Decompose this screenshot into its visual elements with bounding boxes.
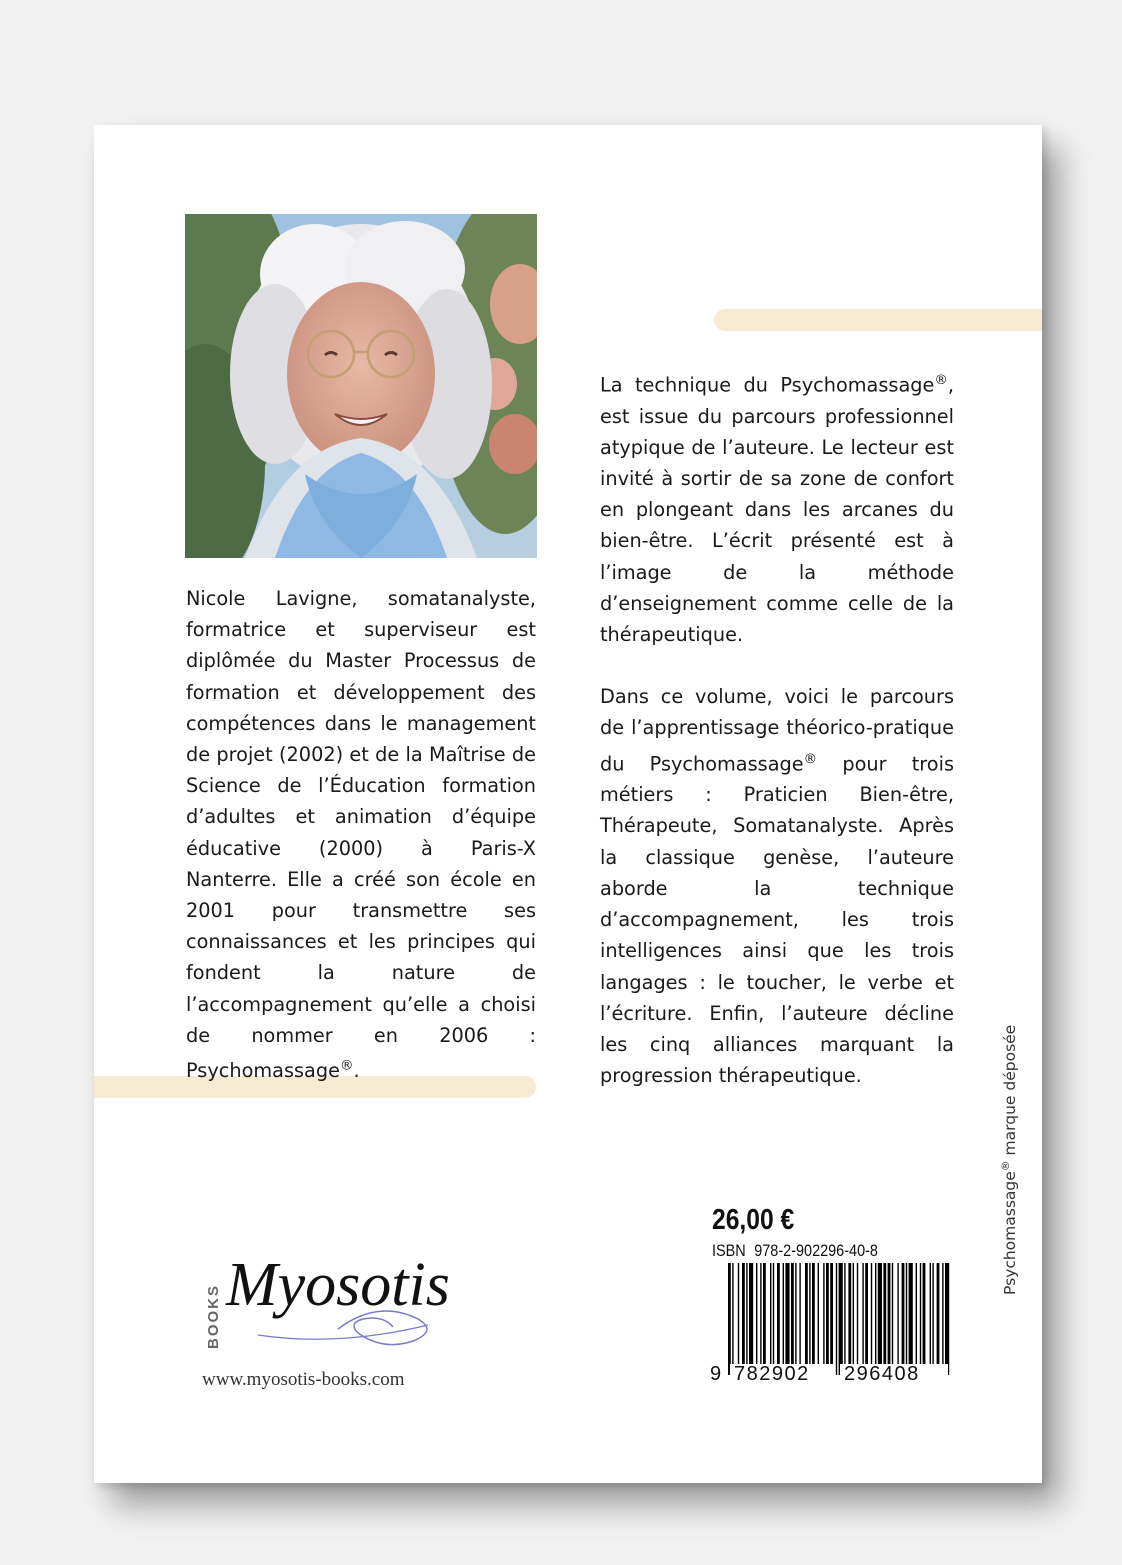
barcode-bar (888, 1263, 891, 1375)
barcode-bar (848, 1263, 851, 1375)
book-price: 26,00 € (712, 1204, 795, 1236)
isbn-value: 978-2-902296-40-8 (754, 1241, 878, 1260)
barcode-bar (805, 1263, 808, 1375)
barcode-digits-right: 296408 (844, 1363, 920, 1383)
barcode-bar (871, 1263, 872, 1375)
blurb-paragraph-1: La technique du Psychomassage®, est issue du parcours professionnel atypique de l’auteure. Le lecteur est invité à sortir de sa zone de confort en plongeant dans les arcanes du bien-être. L’écrit présenté est à l’image de la méthode d’enseignement comme celle de la thérapeutique. (600, 372, 954, 647)
barcode-bar (930, 1263, 931, 1375)
barcode-bar (857, 1263, 858, 1375)
barcode-bar (812, 1263, 815, 1375)
publisher-logo (198, 1227, 468, 1357)
barcode-bar (746, 1263, 747, 1375)
barcode-bar (892, 1263, 893, 1375)
author-photo (185, 214, 537, 558)
barcode-bar (785, 1263, 789, 1375)
publisher-website: www.myosotis-books.com (202, 1369, 405, 1390)
barcode-bar (839, 1263, 843, 1375)
barcode-bar (749, 1263, 753, 1375)
barcode-bar (770, 1263, 771, 1375)
trademark-note: Psychomassage® marque déposée (999, 1024, 1020, 1295)
barcode-bar (728, 1263, 731, 1375)
barcode-bar (916, 1263, 917, 1375)
barcode-bar (909, 1263, 913, 1375)
barcode-bar (830, 1263, 833, 1375)
barcode-bar (777, 1263, 780, 1375)
barcode-bar (732, 1263, 733, 1375)
barcode-bar (799, 1263, 800, 1375)
barcode-bar (923, 1263, 926, 1375)
barcode (710, 1263, 956, 1383)
barcode-bar (756, 1263, 757, 1375)
barcode-digits-left: 782902 (734, 1363, 810, 1383)
barcode-bar (945, 1263, 949, 1375)
decorative-band-top (714, 309, 1042, 331)
barcode-bar (942, 1263, 943, 1375)
barcode-bar (844, 1263, 845, 1375)
publisher-name: Myosotis (226, 1251, 450, 1319)
author-bio (186, 583, 536, 1087)
barcode-bar (853, 1263, 854, 1375)
barcode-bar (836, 1263, 837, 1375)
barcode-bar (878, 1263, 882, 1375)
barcode-bar (791, 1263, 794, 1375)
blurb-paragraph-2: Dans ce volume, voici le parcours de l’apprentissage théorico-pratique du Psychomassage® pour trois métiers : Praticien Bien-être, Thérapeute, Somatanalyste. Après la classique genèse, l’auteure aborde la technique d’accompagnement, les trois intelligences ainsi que les trois langages : le toucher, le verbe et l’écriture. Enfin, l’auteure décline les cinq alliances marquant la progression thérapeutique. (600, 685, 954, 1088)
barcode-bar (826, 1263, 829, 1375)
barcode-bar (875, 1263, 876, 1375)
barcode-bar (937, 1263, 940, 1375)
author-bio-text: Nicole Lavigne, somatanalyste, formatrice et superviseur est diplômée du Master Processus de formation et développement des compétences dans le management de projet (2002) et de la Maîtrise de Science de l’Éducation formation d’adultes et animation d’équipe éducative (2000) à Paris-X Nanterre. Elle a créé son école en 2001 pour transmettre ses connaissances et les principes qui fondent la nature de l’accompagnement qu’elle a choisi de nommer en 2006 : (186, 587, 536, 1047)
barcode-digit-first: 9 (710, 1363, 722, 1383)
isbn-label: ISBN (712, 1241, 746, 1260)
barcode-bar (809, 1263, 810, 1375)
barcode-bar (932, 1263, 933, 1375)
book-blurb (600, 365, 954, 1091)
barcode-bar (760, 1263, 761, 1375)
barcode-bar (773, 1263, 774, 1375)
barcode-bar (897, 1263, 898, 1375)
barcode-bar (818, 1263, 819, 1375)
barcode-bar (795, 1263, 796, 1375)
author-bio-last-line: Psychomassage®. (186, 1058, 360, 1083)
barcode-bar (862, 1263, 863, 1375)
barcode-bar (920, 1263, 921, 1375)
publisher-sub: BOOKS (205, 1283, 222, 1349)
barcode-bar (823, 1263, 824, 1375)
back-cover (94, 125, 1042, 1483)
barcode-bar (738, 1263, 739, 1375)
author-bio-paragraph (186, 583, 536, 1087)
barcode-bar (783, 1263, 784, 1375)
barcode-bar (865, 1263, 868, 1375)
barcode-bar (883, 1263, 886, 1375)
isbn-line (712, 1241, 878, 1261)
barcode-bar (763, 1263, 766, 1375)
barcode-bar (902, 1263, 905, 1375)
barcode-bar (906, 1263, 907, 1375)
barcode-bar (742, 1263, 745, 1375)
